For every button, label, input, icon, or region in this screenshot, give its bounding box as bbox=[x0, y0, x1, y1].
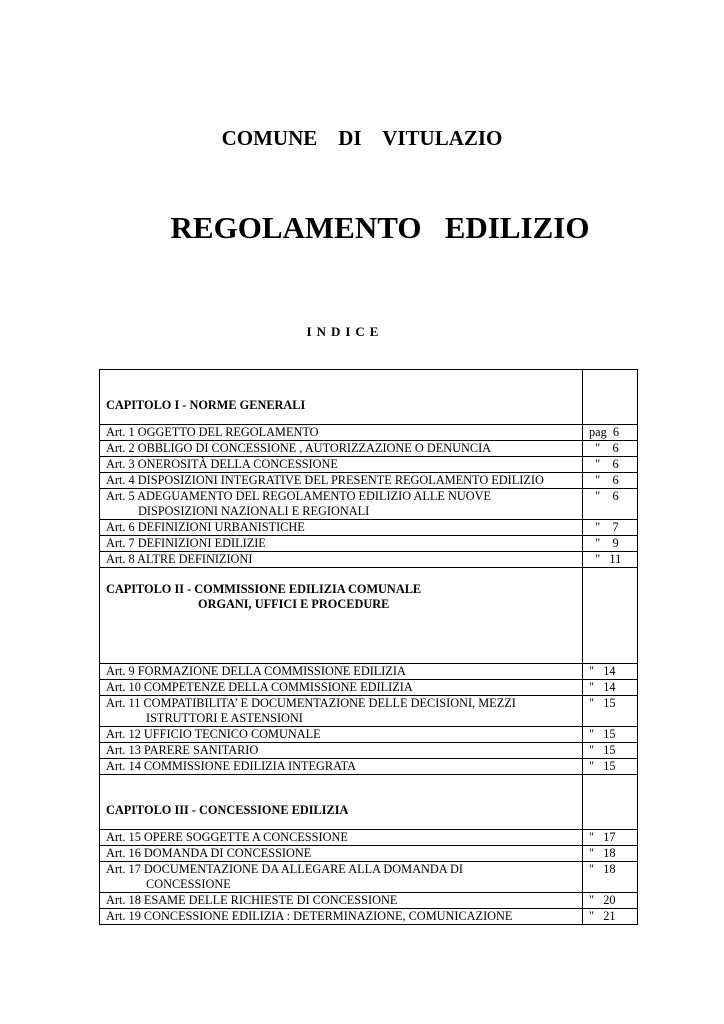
toc-row bbox=[100, 909, 638, 925]
article-title bbox=[100, 441, 583, 457]
page-number: " 20 bbox=[583, 893, 638, 909]
chapter-page-cell bbox=[583, 568, 638, 664]
page-number: " 6 bbox=[583, 489, 638, 520]
chapter-page-cell bbox=[583, 370, 638, 425]
article-line: Art. 14 COMMISSIONE EDILIZIA INTEGRATA bbox=[106, 759, 357, 773]
article-line: Art. 4 DISPOSIZIONI INTEGRATIVE DEL PRESENTE REGOLAMENTO EDILIZIO bbox=[106, 473, 544, 487]
article-line: Art. 15 OPERE SOGGETTE A CONCESSIONE bbox=[106, 830, 348, 844]
chapter-title: CAPITOLO II - COMMISSIONE EDILIZIA COMUNALE bbox=[106, 582, 422, 596]
toc-row bbox=[100, 680, 638, 696]
page-number: " 14 bbox=[583, 664, 638, 680]
article-line: Art. 16 DOMANDA DI CONCESSIONE bbox=[106, 846, 312, 860]
article-line-continued: DISPOSIZIONI NAZIONALI E REGIONALI bbox=[138, 504, 370, 518]
toc-row bbox=[100, 759, 638, 775]
article-title bbox=[100, 696, 583, 727]
page-number: " 21 bbox=[583, 909, 638, 925]
chapter-page-cell bbox=[583, 775, 638, 830]
page-number: " 14 bbox=[583, 680, 638, 696]
page-number: " 9 bbox=[583, 536, 638, 552]
page-number: " 15 bbox=[583, 696, 638, 727]
article-line: Art. 13 PARERE SANITARIO bbox=[106, 743, 259, 757]
toc-row bbox=[100, 743, 638, 759]
article-title bbox=[100, 743, 583, 759]
article-line: Art. 17 DOCUMENTAZIONE DA ALLEGARE ALLA DOMANDA DI bbox=[106, 862, 463, 876]
toc-row bbox=[100, 664, 638, 680]
article-line-continued: CONCESSIONE bbox=[146, 877, 231, 891]
article-line: Art. 2 OBBLIGO DI CONCESSIONE , AUTORIZZAZIONE O DENUNCIA bbox=[106, 441, 492, 455]
article-line: Art. 18 ESAME DELLE RICHIESTE DI CONCESSIONE bbox=[106, 893, 398, 907]
article-line: Art. 7 DEFINIZIONI EDILIZIE bbox=[106, 536, 266, 550]
article-title bbox=[100, 830, 583, 846]
article-line: Art. 6 DEFINIZIONI URBANISTICHE bbox=[106, 520, 305, 534]
article-title bbox=[100, 473, 583, 489]
page-number: " 6 bbox=[583, 441, 638, 457]
toc-row bbox=[100, 473, 638, 489]
article-line: Art. 12 UFFICIO TECNICO COMUNALE bbox=[106, 727, 321, 741]
article-title bbox=[100, 680, 583, 696]
article-title bbox=[100, 520, 583, 536]
article-title bbox=[100, 846, 583, 862]
page-number: " 17 bbox=[583, 830, 638, 846]
article-line: Art. 19 CONCESSIONE EDILIZIA : DETERMINAZIONE, COMUNICAZIONE bbox=[106, 909, 513, 923]
document-title: REGOLAMENTO EDILIZIO bbox=[170, 210, 590, 245]
chapter-title: CAPITOLO III - CONCESSIONE EDILIZIA bbox=[106, 803, 349, 817]
chapter-row bbox=[100, 568, 638, 664]
chapter-heading bbox=[100, 775, 583, 830]
toc-row bbox=[100, 893, 638, 909]
toc-row bbox=[100, 846, 638, 862]
page-number: " 6 bbox=[583, 457, 638, 473]
page-number: " 7 bbox=[583, 520, 638, 536]
toc-row bbox=[100, 727, 638, 743]
toc-row bbox=[100, 489, 638, 520]
toc-row bbox=[100, 536, 638, 552]
article-line: Art. 8 ALTRE DEFINIZIONI bbox=[106, 552, 253, 566]
chapter-row bbox=[100, 370, 638, 425]
page-number: " 15 bbox=[583, 727, 638, 743]
article-line: Art. 3 ONEROSITÀ DELLA CONCESSIONE bbox=[106, 457, 338, 471]
article-line: Art. 10 COMPETENZE DELLA COMMISSIONE EDILIZIA bbox=[106, 680, 413, 694]
page-number: " 11 bbox=[583, 552, 638, 568]
page-number: pag 6 bbox=[583, 425, 638, 441]
toc-row bbox=[100, 457, 638, 473]
article-title bbox=[100, 862, 583, 893]
page-number: " 15 bbox=[583, 743, 638, 759]
article-line: Art. 1 OGGETTO DEL REGOLAMENTO bbox=[106, 425, 319, 439]
table-of-contents bbox=[99, 369, 638, 925]
toc-row bbox=[100, 425, 638, 441]
article-title bbox=[100, 536, 583, 552]
article-line: Art. 11 COMPATIBILITA’ E DOCUMENTAZIONE DELLE DECISIONI, MEZZI bbox=[106, 696, 516, 710]
chapter-subtitle: ORGANI, UFFICI E PROCEDURE bbox=[198, 597, 390, 611]
index-heading: INDICE bbox=[306, 324, 384, 339]
toc-row bbox=[100, 520, 638, 536]
chapter-title: CAPITOLO I - NORME GENERALI bbox=[100, 370, 583, 425]
article-title bbox=[100, 489, 583, 520]
article-title bbox=[100, 425, 583, 441]
article-title bbox=[100, 457, 583, 473]
toc-row bbox=[100, 441, 638, 457]
toc-row bbox=[100, 552, 638, 568]
article-title bbox=[100, 759, 583, 775]
article-title bbox=[100, 552, 583, 568]
page-number: " 18 bbox=[583, 862, 638, 893]
page-number: " 15 bbox=[583, 759, 638, 775]
toc-row bbox=[100, 696, 638, 727]
article-title bbox=[100, 664, 583, 680]
toc-row bbox=[100, 830, 638, 846]
page-number: " 6 bbox=[583, 473, 638, 489]
article-title bbox=[100, 909, 583, 925]
article-title bbox=[100, 893, 583, 909]
article-line: Art. 9 FORMAZIONE DELLA COMMISSIONE EDILIZIA bbox=[106, 664, 406, 678]
article-line: Art. 5 ADEGUAMENTO DEL REGOLAMENTO EDILIZIO ALLE NUOVE bbox=[106, 489, 492, 503]
article-title bbox=[100, 727, 583, 743]
toc-row bbox=[100, 862, 638, 893]
article-line-continued: ISTRUTTORI E ASTENSIONI bbox=[146, 711, 303, 725]
chapter-row bbox=[100, 775, 638, 830]
municipality-title: COMUNE DI VITULAZIO bbox=[221, 126, 503, 150]
page-number: " 18 bbox=[583, 846, 638, 862]
chapter-heading bbox=[100, 568, 583, 664]
